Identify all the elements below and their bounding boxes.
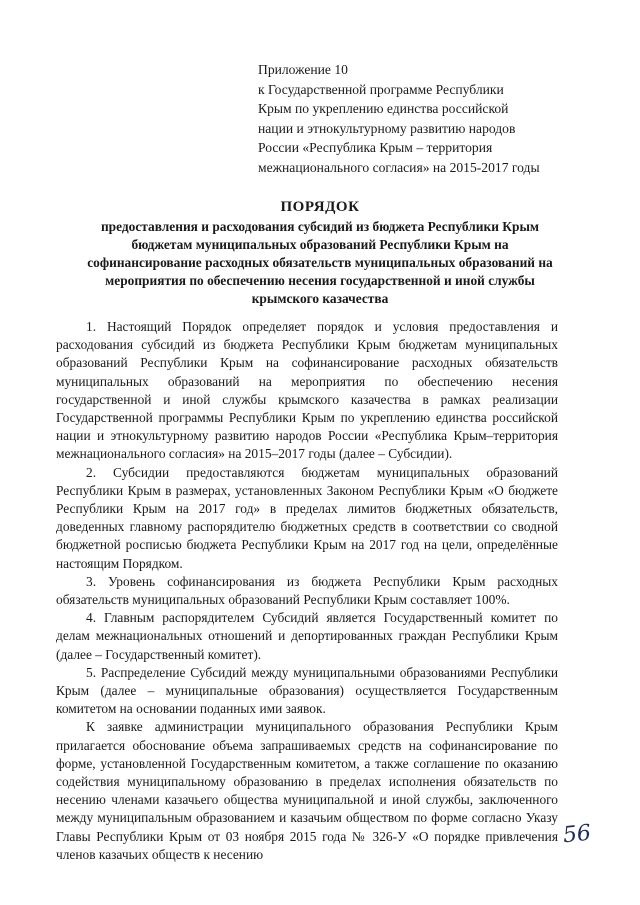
appendix-line: Крым по укреплению единства российской [258,101,509,117]
appendix-line: Приложение 10 [258,62,348,77]
handwritten-page-number: 56 [561,820,593,849]
appendix-line: к Государственной программе Республики [258,81,504,97]
subtitle-line: крымского казачества [251,291,389,306]
subtitle-line: софинансирование расходных обязательств муниципальных образований на [87,255,553,270]
subtitle-line: мероприятия по обеспечению несения государственной и иной службы [105,273,535,288]
document-body [56,318,558,864]
paragraph: К заявке администрации муниципального образования Республики Крым прилагается обоснование объема запрашиваемых средств на софинансирование по форме, установленной Государственным комитетом, а также соглашение по оказанию содействия муниципальному образованию в пределах исполнения обязательств по несению членами казачьего общества муниципальной и иной службы, заключенного между муниципальным образованием и казачьим обществом по форме согласно Указу Главы Республики Крым от 03 ноября 2015 года № 326-У «О порядке привлечения членов казачьих обществ к несению [56,719,558,862]
paragraph: 4. Главным распорядителем Субсидий является Государственный комитет по делам межнациональных отношений и депортированных граждан Республики Крым (далее – Государственный комитет). [56,610,558,662]
paragraph: 5. Распределение Субсидий между муниципальными образованиями Республики Крым (далее – муниципальные образования) осуществляется Государственным комитетом на основании поданных ими заявок. [56,664,558,717]
appendix-line: России «Республика Крым – территория [258,140,493,156]
paragraph: 1. Настоящий Порядок определяет порядок и условия предоставления и расходования субсидий из бюджета Республики Крым бюджетам муниципальных образований Республики Крым на софинансирование расходных обязательств муниципальных образований на мероприятия по обеспечению несения государственной и иной службы крымского казачества в рамках реализации Государственной программы Республики Крым по укреплению единства российской нации и этнокультурному развитию народов России «Республика Крым–территория межнационального согласия» на 2015–2017 годы (далее – Субсидии). [56,319,558,462]
document-title-block [40,196,600,308]
appendix-line: нации и этнокультурному развитию народов [258,120,516,136]
document-subtitle [40,218,600,308]
subtitle-line: бюджетам муниципальных образований Республики Крым на [131,237,509,252]
paragraph: 3. Уровень софинансирования из бюджета Республики Крым расходных обязательств муниципальных образований Республики Крым составляет 100%. [56,573,558,608]
document-title: ПОРЯДОК [280,199,360,215]
appendix-header [258,60,630,178]
subtitle-line: предоставления и расходования субсидий из бюджета Республики Крым [100,219,540,234]
appendix-line: межнационального согласия» на 2015-2017 годы [258,159,540,175]
paragraph: 2. Субсидии предоставляются бюджетам муниципальных образований Республики Крым в размерах, установленных Законом Республики Крым «О бюджете Республики Крым на 2017 год» в пределах лимитов бюджетных обязательств, доведенных главному распорядителю бюджетных средств в соответствии со сводной бюджетной росписью бюджета Республики Крым на 2017 год на цели, определённые настоящим Порядком. [56,464,558,571]
